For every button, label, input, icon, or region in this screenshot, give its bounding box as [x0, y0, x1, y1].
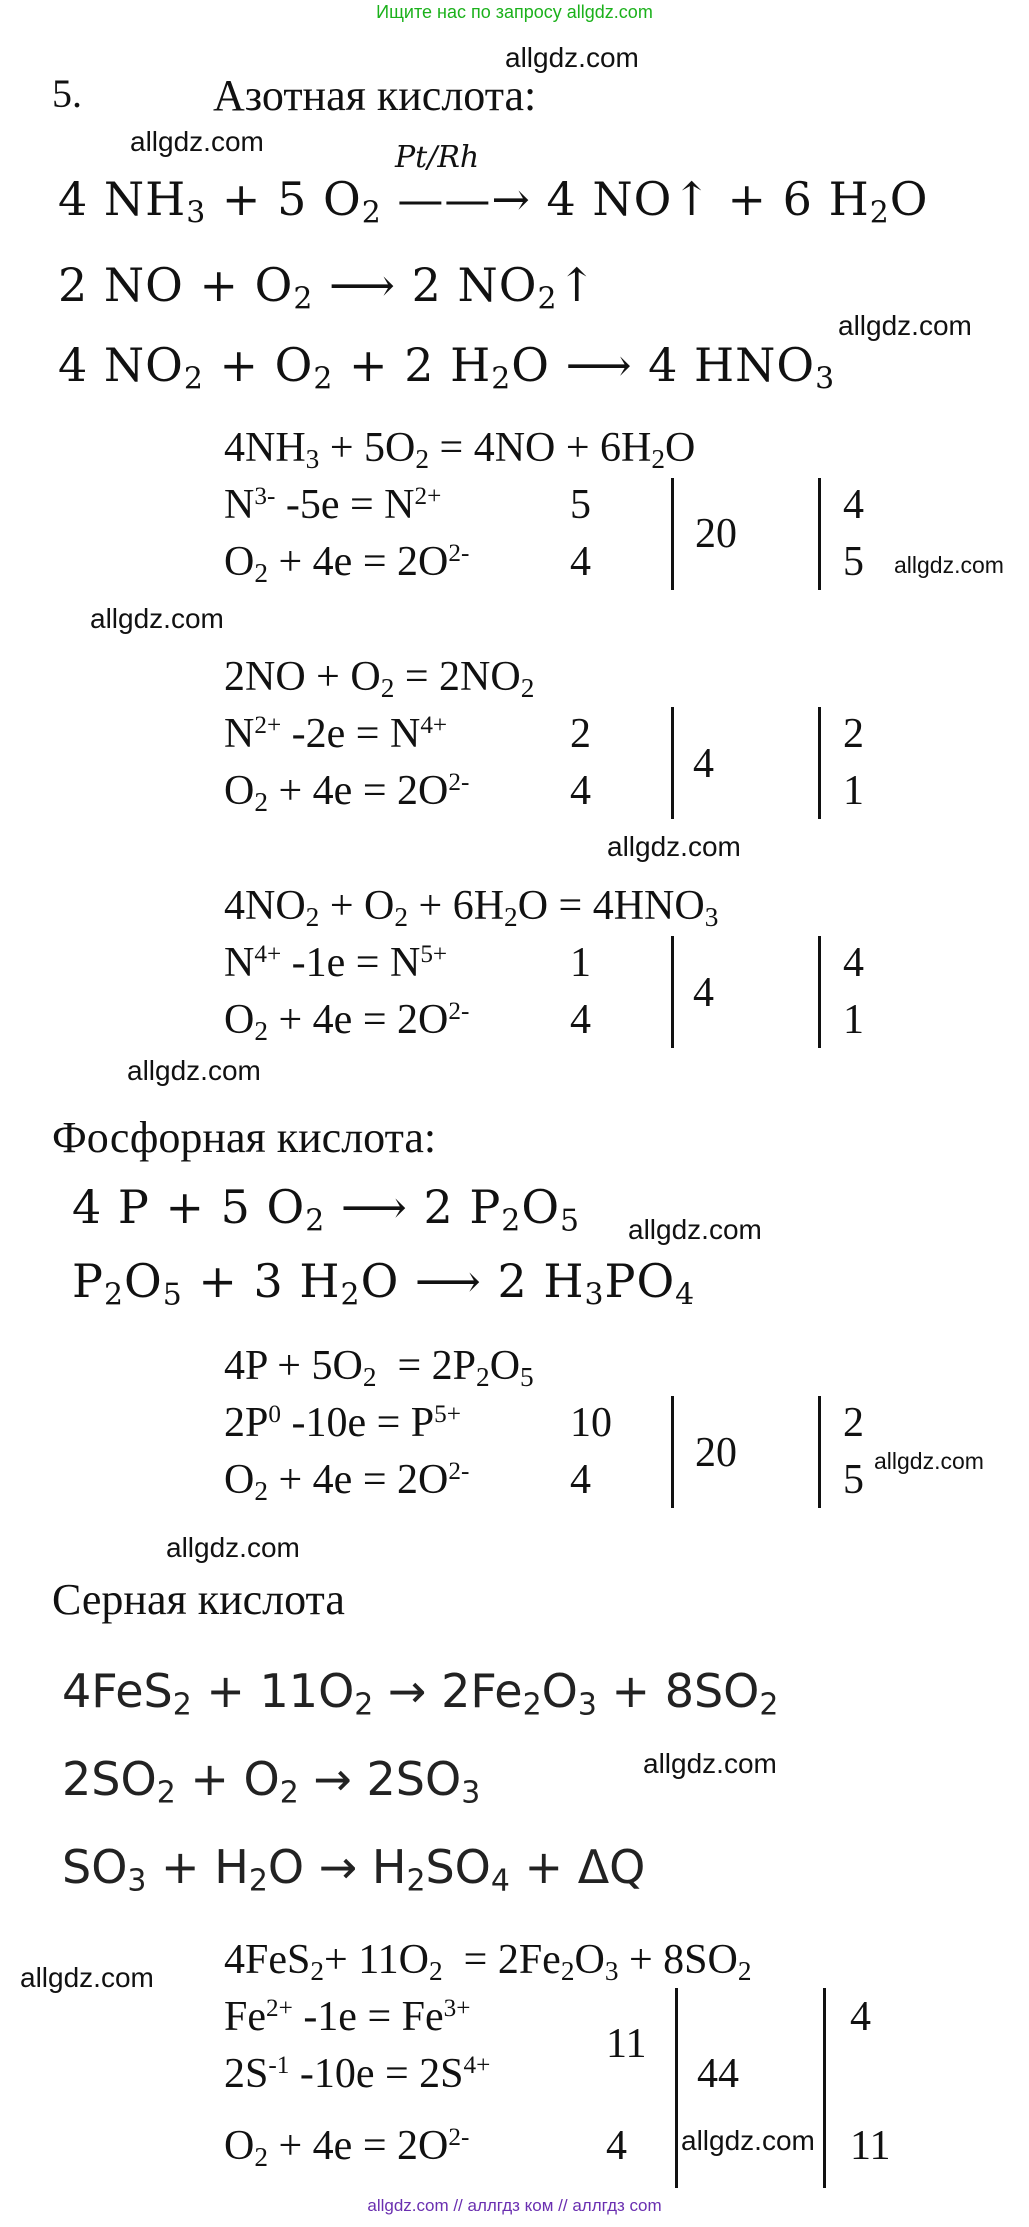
electron-count: 4	[606, 2123, 627, 2169]
watermark: allgdz.com	[20, 1962, 154, 1993]
watermark: allgdz.com	[874, 1448, 984, 1474]
half-reaction: $N^{2+}$ $-2e = N^{4+}$	[224, 711, 448, 757]
divider	[671, 478, 674, 590]
footer-links: allgdz.com // аллгдз ком // аллгдз com	[367, 2196, 662, 2215]
electron-count: 4	[570, 997, 591, 1043]
electron-count: 1	[570, 940, 591, 986]
divider	[818, 707, 821, 819]
divider	[818, 936, 821, 1048]
coefficient: 4	[843, 482, 864, 528]
lcm-value: 4	[693, 741, 714, 787]
coefficient: 11	[850, 2123, 891, 2169]
divider	[671, 1396, 674, 1508]
electron-count: 5	[570, 482, 591, 528]
nitric-reaction-2: 2 NO + $O_2$ ⟶ 2 $NO_2↑$	[58, 258, 598, 317]
sulfuric-title: Серная кислота	[52, 1575, 345, 1624]
nitric-reaction-1: 4 $NH_3 + 5$ $O_2$ ——→ 4 NO↑ + 6 $H_2O$	[58, 172, 929, 231]
electron-count: 4	[570, 539, 591, 585]
watermark: allgdz.com	[505, 42, 639, 73]
coefficient: 1	[843, 768, 864, 814]
coefficient: 5	[843, 539, 864, 585]
divider	[823, 1988, 826, 2188]
electron-count: 4	[570, 1457, 591, 1503]
balance-equation: $4P + 5O_2 = 2P_2O_5$	[224, 1343, 534, 1392]
nitric-title: Азотная кислота:	[213, 71, 537, 120]
watermark: allgdz.com	[894, 552, 1004, 578]
task-number: 5.	[52, 71, 82, 116]
balance-equation: $2NO + O_2 = 2NO_2$	[224, 654, 535, 703]
top-banner: Ищите нас по запросу allgdz.com	[376, 2, 653, 22]
catalyst-label: Pt/Rh	[395, 140, 480, 175]
half-reaction: $O_2 + 4e = 2O^{2-}$	[224, 997, 470, 1046]
watermark: allgdz.com	[628, 1214, 762, 1245]
half-reaction: $N^{3-}$ $-5e = N^{2+}$	[224, 482, 442, 528]
coefficient: 4	[850, 1994, 871, 2040]
nitric-reaction-3: 4 $NO_2 + O_2 + 2$ $H_2O$ ⟶ 4 $HNO_3$	[58, 338, 836, 397]
half-reaction: $N^{4+}$ $-1e = N^{5+}$	[224, 940, 448, 986]
electron-count: 10	[570, 1400, 612, 1446]
sulfuric-reaction-2: $2SO_2 + O_2 \to 2SO_3$	[62, 1752, 481, 1811]
coefficient: 1	[843, 997, 864, 1043]
balance-equation: $4NO_2 + O_2 + 6H_2O = 4HNO_3$	[224, 883, 719, 932]
electron-count: 4	[570, 768, 591, 814]
half-reaction: $O_2 + 4e = 2O^{2-}$	[224, 1457, 470, 1506]
lcm-value: 20	[695, 1430, 737, 1476]
half-reaction: $O_2 + 4e = 2O^{2-}$	[224, 768, 470, 817]
phosphoric-title: Фосфорная кислота:	[52, 1113, 437, 1162]
phosphoric-reaction-2: $P_2O_5 + 3$ $H_2O$ ⟶ 2 $H_3PO_4$	[72, 1254, 696, 1313]
half-reaction: $2P^0$ $-10e = P^{5+}$	[224, 1400, 461, 1446]
half-reaction: $O_2 + 4e = 2O^{2-}$	[224, 539, 470, 588]
balance-equation: $4FeS_2+ 11O_2 = 2Fe_2O_3 + 8SO_2$	[224, 1937, 752, 1986]
lcm-value: 4	[693, 970, 714, 1016]
watermark: allgdz.com	[130, 126, 264, 157]
watermark: allgdz.com	[127, 1055, 261, 1086]
half-reaction: $Fe^{2+}$ $-1e = Fe^{3+}$	[224, 1994, 471, 2040]
sulfuric-reaction-3: $SO_3 + H_2O \to H_2SO_4 + \Delta Q$	[62, 1840, 646, 1899]
watermark: allgdz.com	[643, 1748, 777, 1779]
coefficient: 4	[843, 940, 864, 986]
watermark: allgdz.com	[838, 310, 972, 341]
coefficient: 2	[843, 711, 864, 757]
divider	[818, 478, 821, 590]
sulfuric-reaction-1: $4FeS_2 + 11O_2 \to 2Fe_2O_3 + 8SO_2$	[62, 1664, 779, 1723]
watermark: allgdz.com	[166, 1532, 300, 1563]
watermark: allgdz.com	[90, 603, 224, 634]
balance-equation: $4NH_3 + 5O_2 = 4NO + 6H_2O$	[224, 425, 696, 474]
half-reaction: $O_2 + 4e = 2O^{2-}$	[224, 2123, 470, 2172]
lcm-value: 44	[697, 2051, 739, 2097]
divider	[675, 1988, 678, 2188]
watermark: allgdz.com	[607, 831, 741, 862]
lcm-value: 20	[695, 511, 737, 557]
electron-count: 11	[606, 2021, 647, 2067]
phosphoric-reaction-1: 4 P + 5 $O_2$ ⟶ 2 $P_2O_5$	[72, 1180, 581, 1239]
coefficient: 2	[843, 1400, 864, 1446]
divider	[671, 707, 674, 819]
divider	[818, 1396, 821, 1508]
electron-count: 2	[570, 711, 591, 757]
coefficient: 5	[843, 1457, 864, 1503]
half-reaction: $2S^{-1}$ $-10e = 2S^{4+}$	[224, 2051, 491, 2097]
watermark: allgdz.com	[681, 2125, 815, 2156]
divider	[671, 936, 674, 1048]
